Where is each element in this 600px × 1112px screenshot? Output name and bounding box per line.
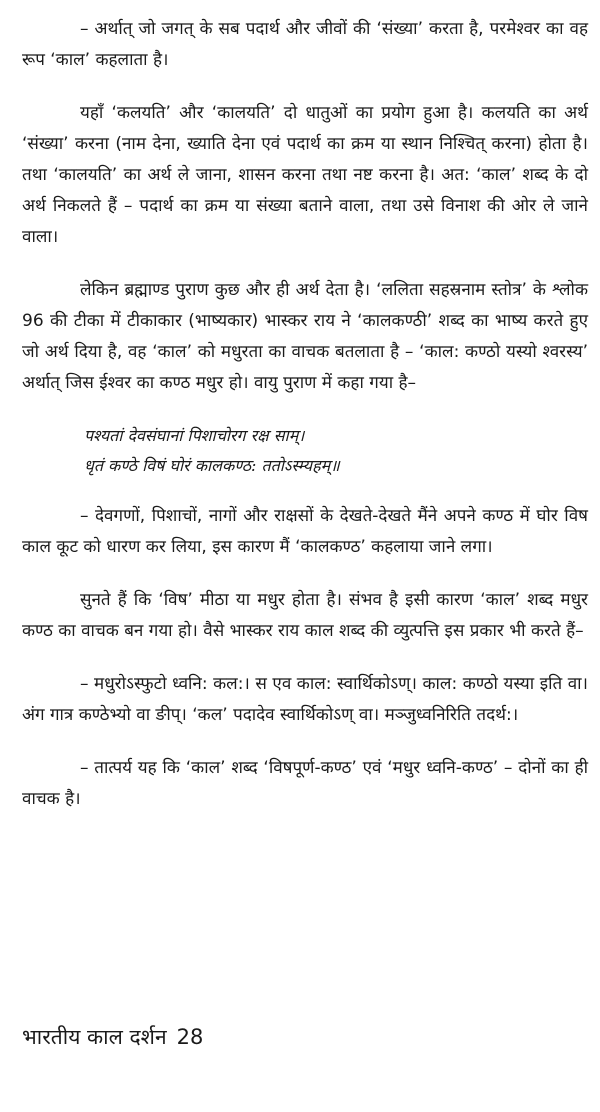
paragraph-7: – तात्पर्य यह कि ‘काल’ शब्द ‘विषपूर्ण-कण्ठ’ एवं ‘मधुर ध्वनि-कण्ठ’ – दोनों का ही वाचक है। (22, 758, 588, 809)
paragraph-1: – अर्थात् जो जगत् के सब पदार्थ और जीवों की ‘संख्या’ करता है, परमेश्वर का वह रूप ‘काल’ कहलाता है। (22, 19, 588, 70)
verse-line-2: धृतं कण्ठे विषं घोरं कालकण्ठ: ततोऽस्म्यहम्॥ (84, 456, 340, 475)
verse-line-1: पश्यतां देवसंघानां पिशाचोरग रक्ष साम्। (84, 426, 305, 445)
page-number: 28 (176, 1025, 204, 1049)
paragraph-4: – देवगणों, पिशाचों, नागों और राक्षसों के देखते-देखते मैंने अपने कण्ठ में घोर विष काल कूट को धारण कर लिया, इस कारण मैं ‘कालकण्ठ’ कहलाया जाने लगा। (22, 506, 588, 557)
book-title: भारतीय काल दर्शन (22, 1025, 167, 1049)
paragraph-2: यहाँ ‘कलयति’ और ‘कालयति’ दो धातुओं का प्रयोग हुआ है। कलयति का अर्थ ‘संख्या’ करना (नाम देना, ख्याति देना एवं पदार्थ का क्रम या स्थान निश्चित् करना) होता है। तथा ‘कालयति’ का अर्थ ले जाना, शासन करना तथा नष्ट करना है। अत: ‘काल’ शब्द के दो अर्थ निकलते हैं – पदार्थ का क्रम या संख्या बताने वाला, तथा उसे विनाश की ओर ले जाने वाला। (22, 103, 588, 247)
page-body (22, 14, 588, 837)
sanskrit-verse (84, 421, 588, 481)
paragraph-3: लेकिन ब्रह्माण्ड पुराण कुछ और ही अर्थ देता है। ‘ललिता सहस्रनाम स्तोत्र’ के श्लोक 96 की टीका में टीकाकार (भाष्यकार) भास्कर राय ने ‘कालकण्ठी’ शब्द का भाष्य करते हुए जो अर्थ दिया है, वह ‘काल’ को मधुरता का वाचक बतलाता है – ‘काल: कण्ठो यस्यो श्वरस्य’ अर्थात् जिस ईश्वर का कण्ठ मधुर हो। वायु पुराण में कहा गया है– (22, 280, 588, 393)
paragraph-6: – मधुरोऽस्फुटो ध्वनि: कल:। स एव काल: स्वार्थिकोऽण्। काल: कण्ठो यस्या इति वा। अंग गात्र कण्ठेभ्यो वा ङीप्। ‘कल’ पदादेव स्वार्थिकोऽण् वा। मञ्जुध्वनिरिति तदर्थ:। (22, 674, 588, 725)
page-footer (22, 1022, 203, 1052)
paragraph-5: सुनते हैं कि ‘विष’ मीठा या मधुर होता है। संभव है इसी कारण ‘काल’ शब्द मधुर कण्ठ का वाचक बन गया हो। वैसे भास्कर राय काल शब्द की व्युत्पत्ति इस प्रकार भी करते हैं– (22, 590, 588, 641)
